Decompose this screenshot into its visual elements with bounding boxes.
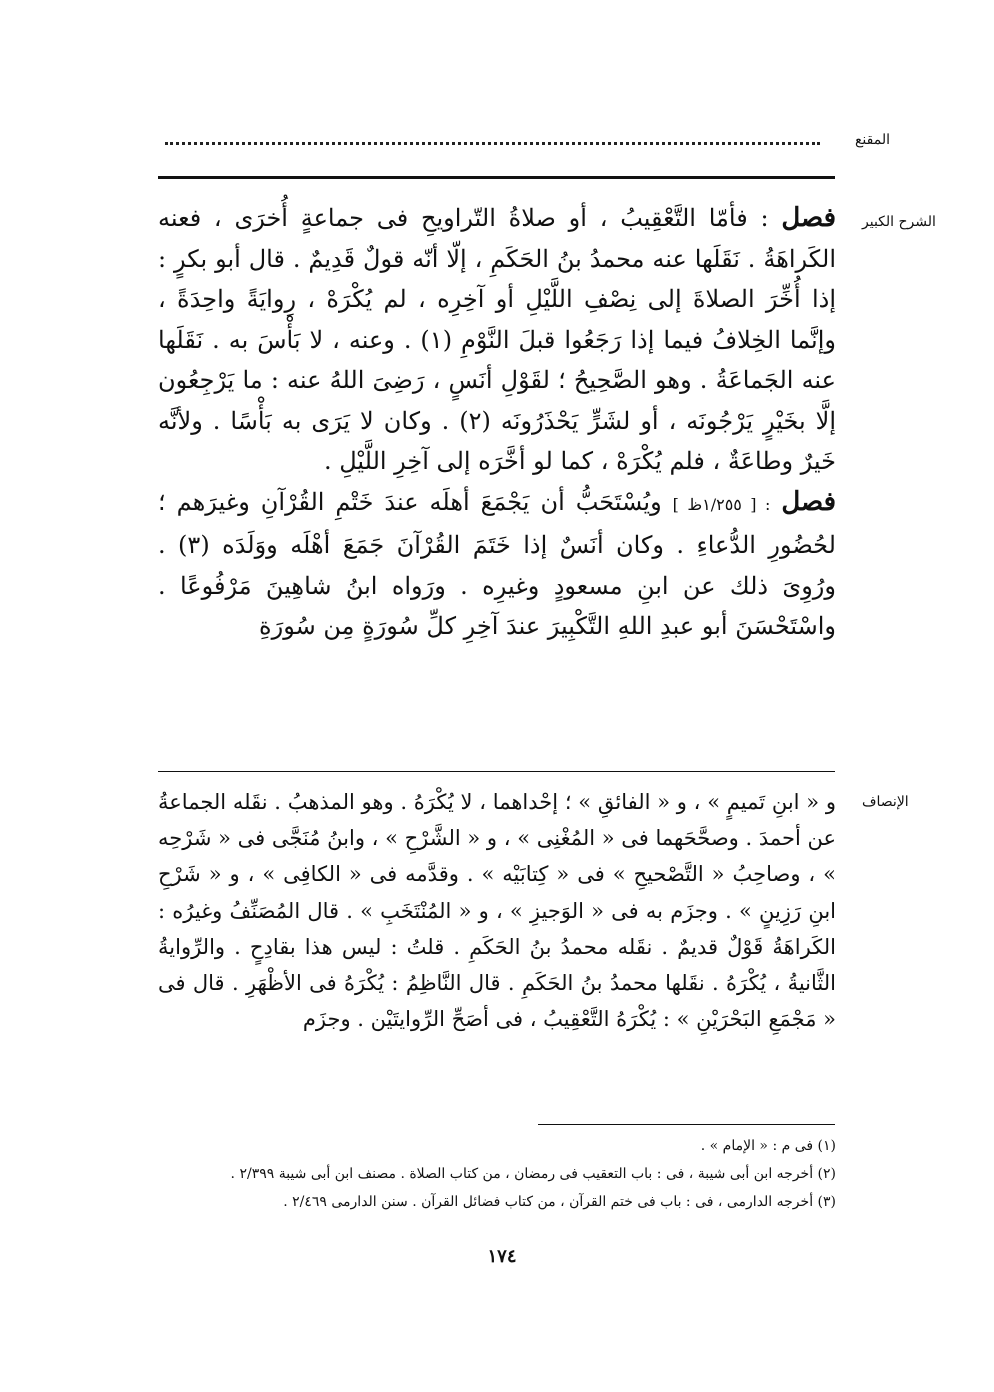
footnote-rule	[538, 1124, 835, 1125]
footnote-2: (٢) أخرجه ابن أبى شيبة ، فى : باب التعقيب فى رمضان ، من كتاب الصلاة . مصنف ابن أبى شيبة ٢/٣٩٩ .	[230, 1166, 836, 1182]
page-number: ١٧٤	[487, 1246, 517, 1267]
footnote-3: (٣) أخرجه الدارمى ، فى : باب فى ختم القرآن ، من كتاب فضائل القرآن . سنن الدارمى ٢/٤٦٩ .	[283, 1194, 836, 1210]
main-paragraph-2-body: ويُسْتَحَبُّ أن يَجْمَعَ أهلَه عندَ خَتْمِ القُرْآنِ وغيرَهم ؛ لحُضُورِ الدُّعاءِ . وكان أنَسٌ إذا خَتَمَ القُرْآنَ جَمَعَ أهْلَه ووَلَدَه (٣) . ورُوِىَ ذلك عن ابنِ مسعودٍ وغيرِه . ورَواه ابنُ شاهِينَ مَرْفُوعًا . واسْتَحْسَنَ أبو عبدِ اللهِ التَّكْبِيرَ عندَ آخِرِ كلِّ سُورَةٍ مِن سُورَةِ	[158, 487, 836, 640]
running-head	[160, 128, 890, 158]
header-rule	[158, 176, 835, 179]
main-paragraph-2	[158, 482, 836, 647]
insaf-paragraph: و « ابنِ تَميمٍ » ، و « الفائقِ » ؛ إحْداهما ، لا يُكْرَهُ . وهو المذهبُ . نقَله الجماعةُ عن أحمدَ . وصحَّحَهما فى « المُغْنِى » ، و « الشَّرْحِ » ، وابنُ مُنَجَّى فى « شَرْحِه » ، وصاحِبُ « التَّصْحيحِ » فى « كِتابَيْه » . وقدَّمه فى « الكافِى » ، و « شَرْحِ ابنِ رَزِينٍ » . وجزَم به فى « الوَجيزِ » ، و « المُنْتَخَبِ » . قال المُصَنِّفُ وغيرُه : الكَراهَةُ قَوْلٌ قديمٌ . نقَله محمدُ بنُ الحَكَمِ . قلتُ : ليس هذا بقادِحٍ . والرِّوايةُ الثَّانيةُ ، يُكْرَهُ . نقَلها محمدُ بنُ الحَكَمِ . قال النَّاظِمُ : يُكْرَهُ فى الأظْهَرِ . قال فى « مَجْمَعِ البَحْرَيْنِ » : يُكْرَهُ التَّعْقِيبُ ، فى أصَحِّ الرِّوايتَيْن . وجزَم	[158, 790, 836, 1032]
margin-label-main: الشرح الكبير	[862, 214, 936, 230]
section-heading: فصل	[781, 203, 836, 233]
running-head-dotted-rule	[165, 142, 820, 145]
running-head-title: المقنع	[854, 132, 890, 148]
main-paragraph-1	[158, 198, 836, 482]
manuscript-reference: : [ ١/٢٥٥ظ ]	[672, 494, 771, 514]
main-paragraph-1-body: : فأمّا التَّعْقِيبُ ، أو صلاةُ التّراويحِ فى جماعةٍ أُخرَى ، فعنه الكَراهَةُ . نَقَلَها عنه محمدُ بنُ الحَكَمِ ، إلّا أنّه قولٌ قَدِيمٌ . قال أبو بكرٍ : إذا أُخِّرَ الصلاةَ إلى نِصْفِ اللَّيْلِ أو آخِرِه ، لم يُكْرَهْ ، رِوايَةً واحِدَةً ، وإنَّما الخِلافُ فيما إذا رَجَعُوا قبلَ النَّوْمِ (١) . وعنه ، لا بَأْسَ به . نَقَلَها عنه الجَماعَةُ . وهو الصَّحِيحُ ؛ لقَوْلِ أنَسٍ ، رَضِىَ اللهُ عنه : ما يَرْجِعُون إلَّا بخَيْرٍ يَرْجُونَه ، أو لشَرٍّ يَحْذَرُونَه (٢) . وكان لا يَرَى به بَأْسًا . ولأنَّه خَيرٌ وطاعَةٌ ، فلم يُكْرَهْ ، كما لو أخَّرَه إلى آخِرِ اللَّيْلِ .	[158, 204, 837, 475]
main-text-block	[158, 198, 836, 647]
footnotes	[158, 1132, 836, 1216]
margin-label-insaf: الإنصاف	[862, 794, 909, 810]
footnote-1: (١) فى م : « الإمام » .	[700, 1138, 836, 1154]
insaf-text-block	[158, 784, 836, 1037]
section-divider	[158, 771, 835, 772]
section-heading: فصل	[781, 486, 837, 517]
